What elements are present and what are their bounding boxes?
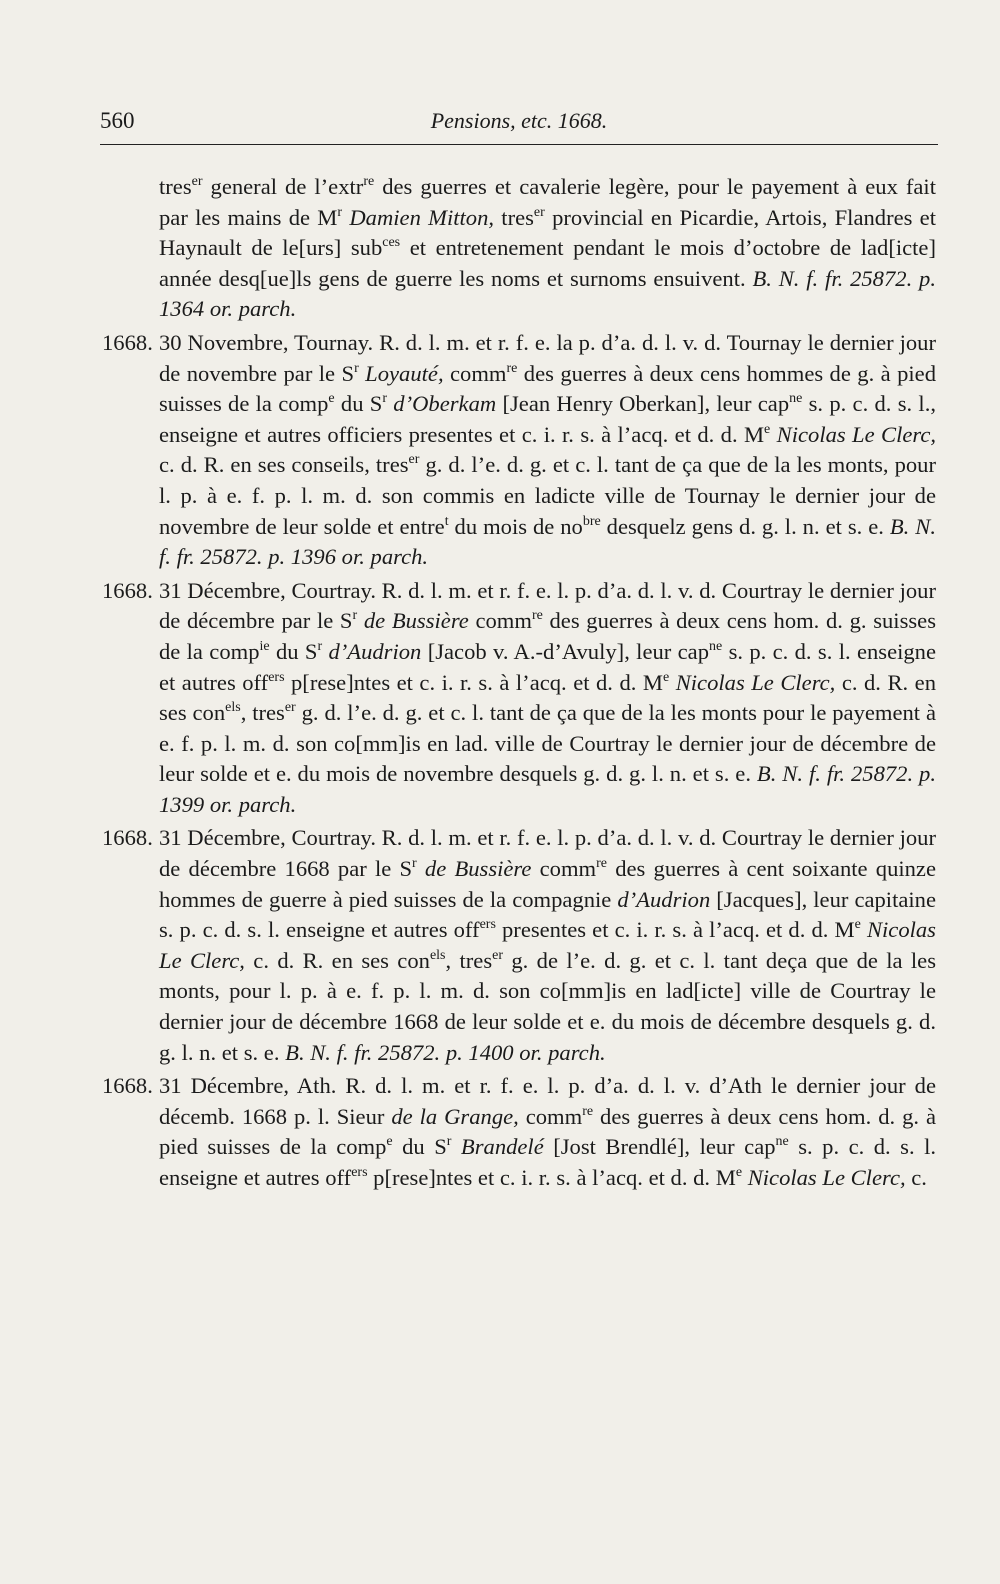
superscript-abbrev: er	[408, 452, 420, 468]
text-run: c. d. R. en ses con	[244, 947, 430, 973]
text-run	[357, 608, 364, 633]
italic-text: Nicolas Le Clerc,	[776, 421, 937, 447]
superscript-abbrev: r	[337, 204, 343, 220]
text-run: comm	[518, 1103, 583, 1129]
entry-year: 1668.	[102, 577, 153, 603]
superscript-abbrev: re	[596, 856, 607, 872]
text-run: et entretenement pendant le mois d’octobre de lad[icte] année desq[ue]ls gens de guerre les noms et surnoms ensuivent.	[159, 235, 936, 291]
text-run: des guerres à cent soixante quinze hommes de guerre à pied suisses de la compagnie	[159, 856, 936, 912]
italic-text: Nicolas Le Clerc,	[747, 1165, 906, 1190]
superscript-abbrev: e	[328, 391, 335, 407]
text-run	[417, 856, 425, 881]
superscript-abbrev: ne	[709, 638, 723, 654]
text-run: 31 Décembre, Courtray. R. d. l. m. et r. f. e. l. p. d’a. d. l. v. d. Courtray le dernier jour de décembre 1668 par le S	[159, 825, 936, 882]
text-run: g. d. l’e. d. g. et c. l. tant de ça que de la les monts, pour l. p. à e. f. p. l. m. d. son commis en ladicte ville de Tournay le dernier jour de novembre de leur solde et entre	[159, 452, 937, 539]
italic-text: Brandelé	[460, 1134, 544, 1160]
italic-text: d’Audrion	[328, 638, 422, 664]
superscript-abbrev: ers	[351, 1165, 368, 1180]
text-run: du S	[334, 391, 383, 417]
text-run: c.	[905, 1165, 927, 1190]
superscript-abbrev: r	[446, 1134, 452, 1150]
text-run: [Jacob v. A.-d’Avuly], leur cap	[421, 638, 710, 664]
superscript-abbrev: e	[854, 917, 861, 933]
superscript-abbrev: els	[429, 947, 446, 963]
superscript-abbrev: re	[582, 1103, 594, 1119]
text-run: des guerres à deux cens hom. d. g. suisses de la comp	[159, 608, 936, 664]
italic-text: B. N. f. fr. 25872. p. 1364 or. parch.	[159, 265, 936, 322]
text-run: comm	[443, 360, 507, 386]
text-run: tres	[494, 204, 534, 230]
text-run: du S	[269, 638, 318, 664]
superscript-abbrev: ces	[382, 235, 401, 251]
text-run: p[rese]ntes et c. i. r. s. à l’acq. et d. d. M	[367, 1165, 736, 1190]
text-run: 30 Novembre, Tournay. R. d. l. m. et r. f. e. la p. d’a. d. l. v. d. Tournay le dernier jour de novembre par le S	[159, 329, 936, 386]
superscript-abbrev: er	[533, 204, 545, 220]
superscript-abbrev: er	[492, 947, 504, 963]
superscript-abbrev: ie	[259, 638, 270, 654]
document-body	[102, 172, 936, 1197]
superscript-abbrev: r	[352, 608, 358, 624]
text-run: g. de l’e. d. g. et c. l. tant deça que de la les monts, pour l. p. à e. f. p. l. m. d. son co[mm]is en lad[icte] ville de Courtray le dernier jour de décembre 1668 de leur solde et e. du mois de décembre desquels g. d. g. l. n. et s. e.	[159, 947, 937, 1065]
text-run: comm	[531, 856, 597, 882]
entry-year: 1668.	[102, 1073, 153, 1099]
entry-paragraph	[102, 823, 936, 1068]
italic-text: Nicolas Le Clerc,	[675, 669, 836, 695]
text-run: , tres	[240, 700, 285, 726]
text-run: [Jean Henry Oberkan], leur cap	[496, 391, 790, 417]
text-run: s. p. c. d. s. l. enseigne et autres off	[159, 638, 936, 695]
italic-text: de Bussière	[363, 608, 469, 634]
italic-text: d’Oberkam	[393, 391, 497, 417]
superscript-abbrev: ers	[268, 669, 285, 685]
superscript-abbrev: er	[284, 700, 296, 716]
text-run: des guerres à deux cens hommes de g. à pied suisses de la comp	[159, 360, 937, 417]
superscript-abbrev: t	[444, 513, 449, 529]
superscript-abbrev: e	[735, 1165, 743, 1180]
superscript-abbrev: re	[363, 174, 375, 189]
text-run: du S	[392, 1134, 447, 1160]
text-run	[451, 1134, 460, 1159]
entry-paragraph	[102, 172, 936, 325]
text-run: des guerres à deux cens hom. d. g. à pied suisses de la comp	[159, 1103, 936, 1160]
text-run: du mois de no	[448, 513, 583, 539]
text-run: g. d. l’e. d. g. et c. l. tant de ça que de la les monts pour le payement à e. f. p. l. m. d. son co[mm]is en lad. ville de Courtray le dernier jour de décembre de leur solde et e. du mois de novembre desquels g. d. g. l. n. et s. e.	[159, 700, 936, 787]
italic-text: B. N. f. fr. 25872. p. 1400 or. parch.	[285, 1039, 606, 1065]
italic-text: Damien Mitton,	[349, 204, 495, 230]
page-number: 560	[100, 108, 135, 133]
text-run: general de l’extr	[202, 174, 364, 199]
superscript-abbrev: e	[386, 1134, 393, 1150]
running-title: Pensions, etc. 1668.	[430, 108, 608, 133]
text-run: comm	[468, 608, 532, 634]
text-run: provincial en Picardie, Artois, Flandres et Haynault de le[urs] sub	[159, 204, 936, 261]
superscript-abbrev: ne	[775, 1134, 789, 1150]
page-header	[100, 108, 938, 145]
superscript-abbrev: re	[531, 608, 543, 624]
superscript-abbrev: ne	[789, 391, 803, 407]
entry-year: 1668.	[102, 825, 153, 851]
entry-year: 1668.	[102, 329, 153, 355]
italic-text: Nicolas Le Clerc,	[159, 917, 936, 973]
text-run: p[rese]ntes et c. i. r. s. à l’acq. et d. d. M	[284, 669, 663, 695]
text-run: [Jacques], leur capitaine s. p. c. d. s. l. enseigne et autres off	[159, 886, 936, 943]
text-run: c. d. R. en ses con	[159, 669, 936, 726]
text-run: 31 Décembre, Courtray. R. d. l. m. et r. f. e. l. p. d’a. d. l. v. d. Courtray le dernier jour de décembre par le S	[159, 577, 936, 634]
italic-text: de Bussière	[424, 856, 532, 882]
italic-text: Loyauté,	[365, 360, 444, 386]
superscript-abbrev: r	[354, 360, 359, 376]
text-run: tres	[159, 174, 192, 199]
entry-paragraph	[102, 328, 936, 573]
text-run: s. p. c. d. s. l., enseigne et autres officiers presentes et c. i. r. s. à l’acq. et d. d. M	[159, 391, 936, 447]
superscript-abbrev: e	[662, 669, 670, 685]
text-run: desquelz gens d. g. l. n. et s. e.	[600, 513, 890, 539]
superscript-abbrev: r	[317, 638, 323, 654]
entry-paragraph	[102, 576, 936, 821]
superscript-abbrev: els	[225, 700, 241, 716]
text-run: 31 Décembre, Ath. R. d. l. m. et r. f. e. l. p. d’a. d. l. v. d’Ath le dernier jour de décemb. 1668 p. l. Sieur	[159, 1073, 936, 1129]
italic-text: d’Audrion	[617, 886, 711, 912]
text-run: , tres	[445, 947, 493, 973]
entry-paragraph	[102, 1071, 936, 1193]
superscript-abbrev: re	[506, 360, 518, 376]
text-run: s. p. c. d. s. l. enseigne et autres off	[159, 1134, 937, 1190]
italic-text: B. N. f. fr. 25872. p. 1399 or. parch.	[159, 761, 936, 817]
superscript-abbrev: r	[382, 391, 388, 407]
superscript-abbrev: e	[764, 421, 771, 437]
superscript-abbrev: ers	[479, 917, 496, 933]
italic-text: B. N. f. fr. 25872. p. 1396 or. parch.	[159, 513, 936, 570]
text-run: des guerres et cavalerie legère, pour le payement à eux fait par les mains de M	[159, 174, 936, 230]
text-run: [Jost Brendlé], leur cap	[543, 1134, 776, 1160]
superscript-abbrev: r	[412, 856, 417, 872]
text-run: presentes et c. i. r. s. à l’acq. et d. d. M	[495, 917, 855, 943]
superscript-abbrev: er	[191, 174, 203, 189]
italic-text: de la Grange,	[391, 1103, 519, 1129]
text-run: c. d. R. en ses conseils, tres	[159, 452, 409, 478]
superscript-abbrev: bre	[582, 513, 601, 529]
